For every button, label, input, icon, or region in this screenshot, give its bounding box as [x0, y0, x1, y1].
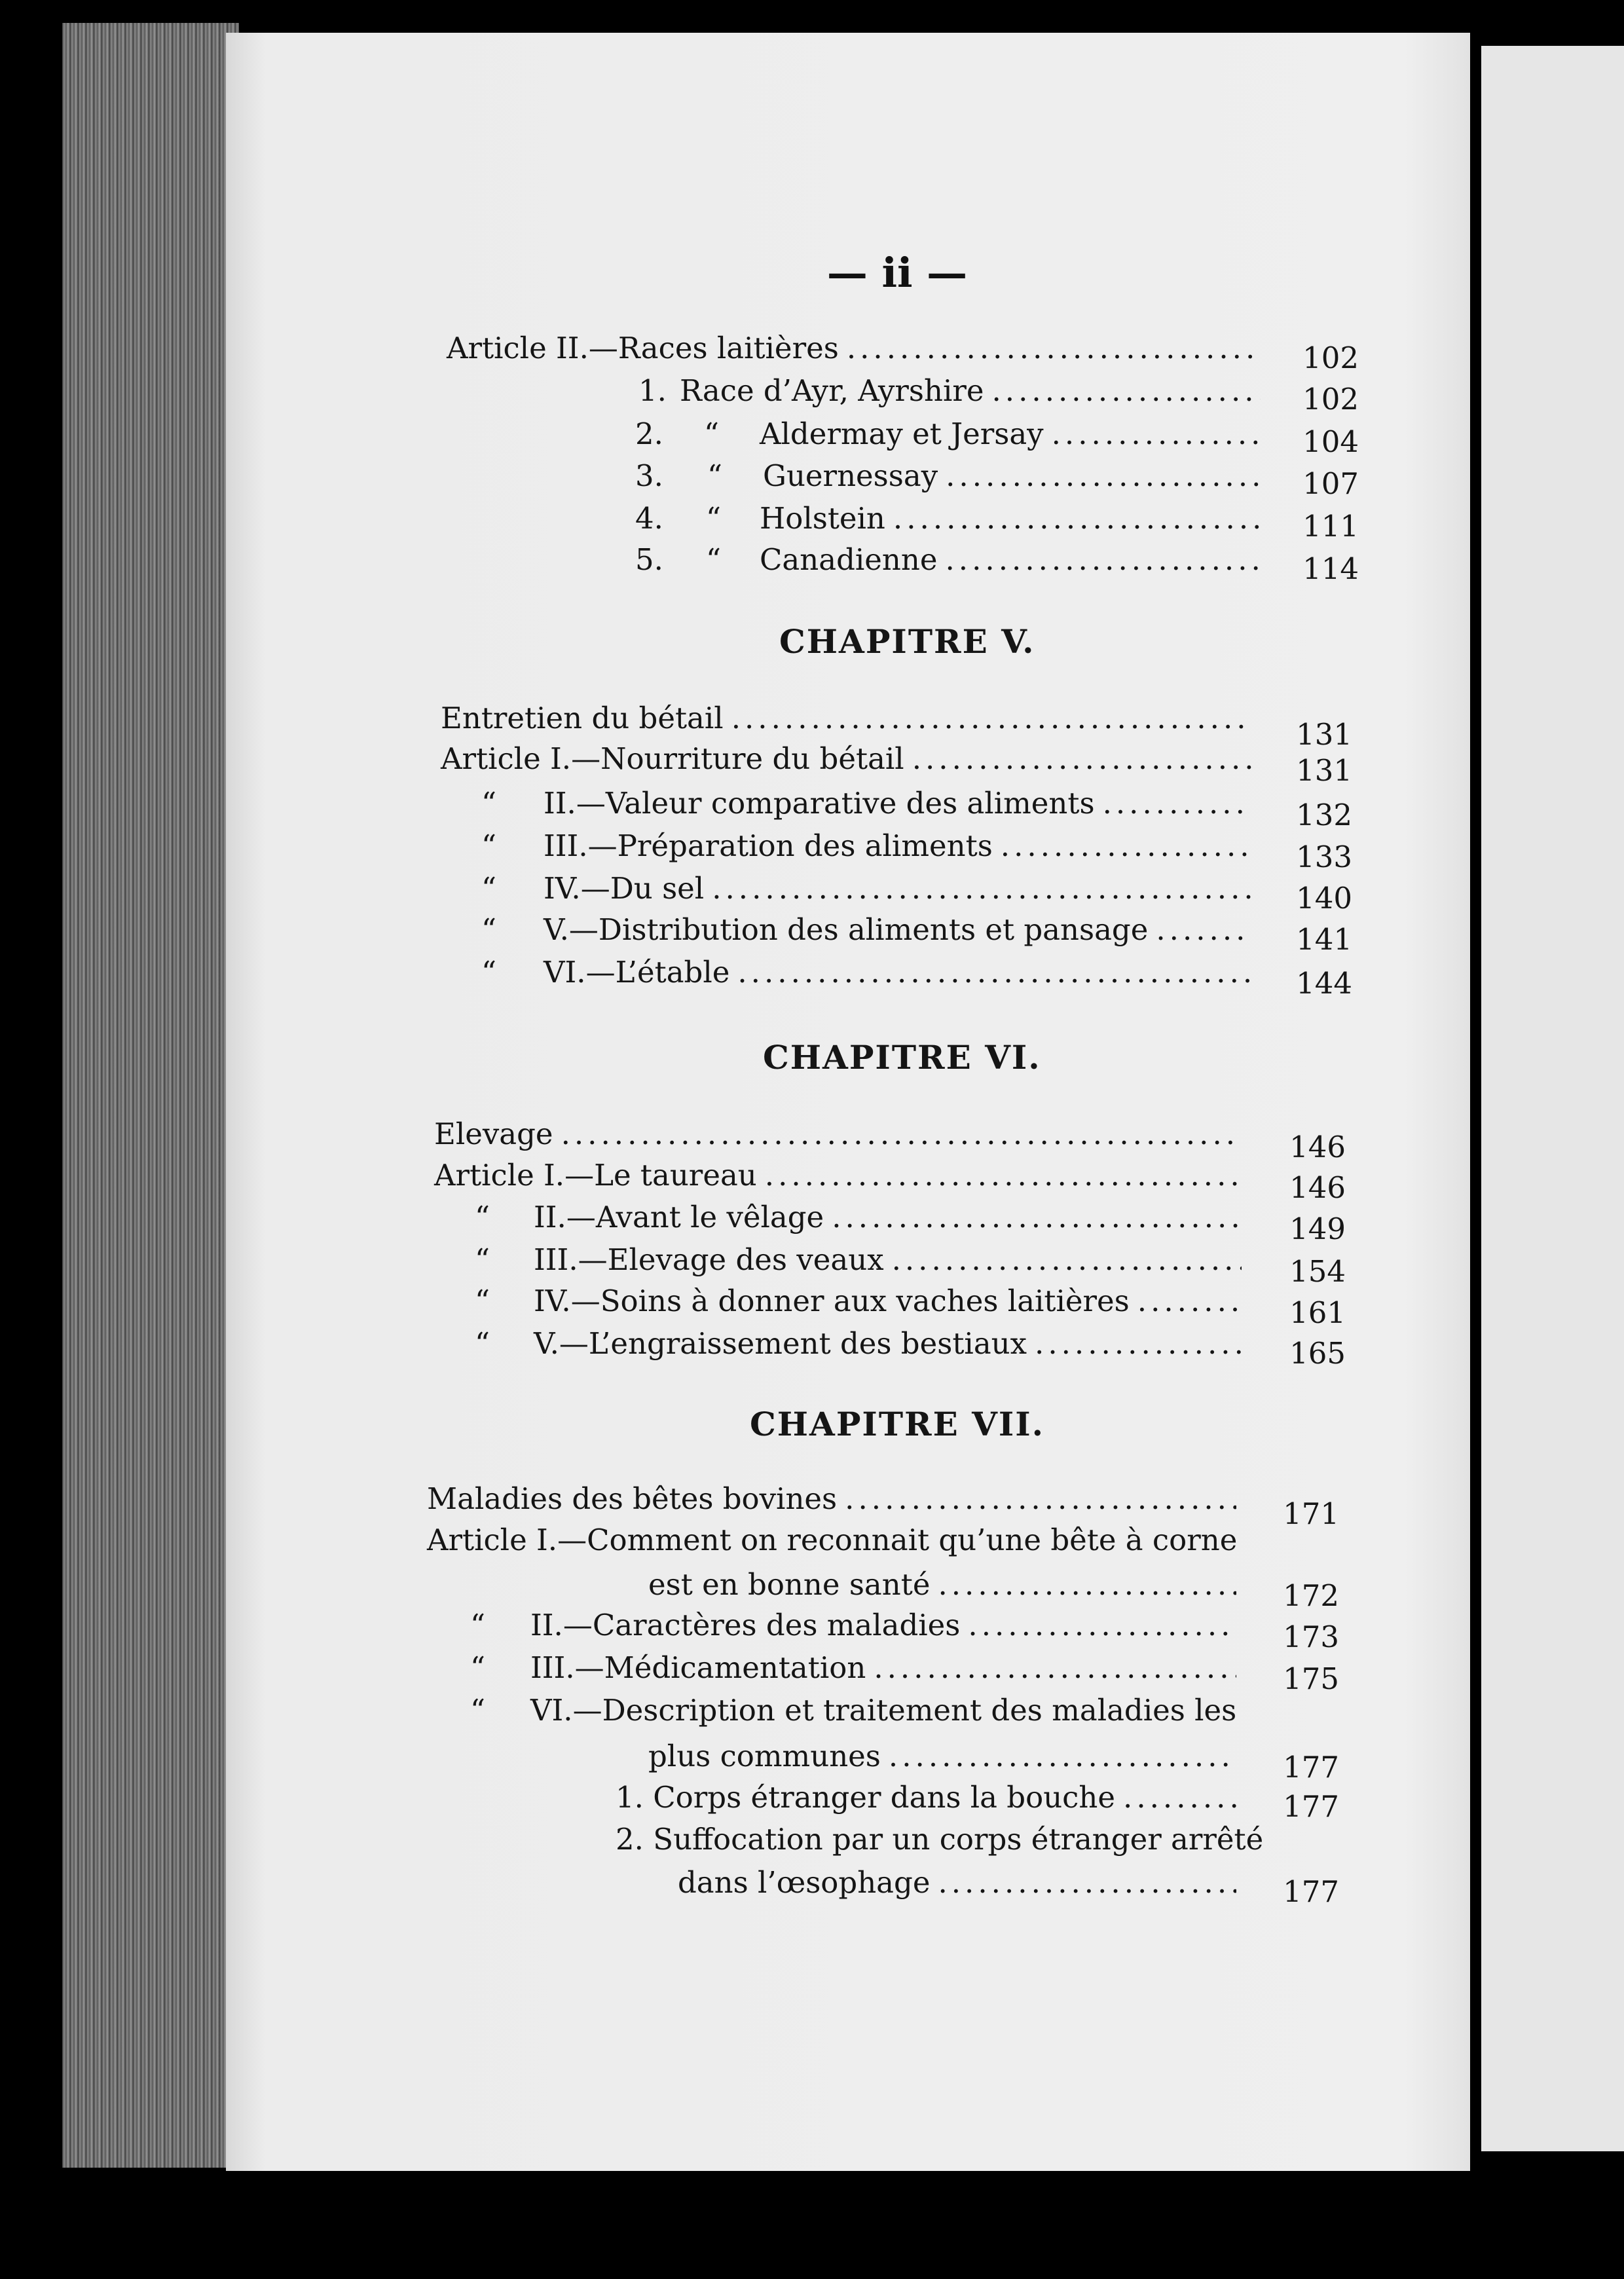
toc-entry — [447, 331, 1268, 370]
toc-entry — [441, 701, 1259, 740]
toc-entry — [530, 1608, 1244, 1647]
ditto-mark: “ — [470, 1693, 486, 1728]
toc-entry — [763, 458, 1268, 498]
toc-page: 171 — [1283, 1496, 1339, 1531]
ditto-mark: “ — [470, 1608, 486, 1642]
toc-page: 107 — [1302, 466, 1359, 501]
leader-dots — [847, 331, 1261, 365]
page-number: — ii — — [826, 249, 968, 297]
toc-num: 2. — [635, 417, 663, 451]
toc-num: 1. — [638, 373, 667, 408]
toc-page: 111 — [1302, 509, 1359, 544]
facing-page — [1481, 46, 1624, 2151]
leader-dots — [845, 1481, 1236, 1516]
leader-dots — [946, 458, 1261, 493]
toc-page: 102 — [1302, 341, 1359, 375]
leader-dots — [832, 1200, 1242, 1234]
toc-num: 3. — [635, 458, 663, 493]
toc-entry — [544, 786, 1259, 825]
leader-dots — [946, 542, 1261, 577]
toc-label: Canadienne — [760, 542, 938, 577]
toc-label: Holstein — [760, 501, 885, 536]
toc-page: 161 — [1289, 1295, 1346, 1330]
toc-entry — [434, 1158, 1249, 1197]
toc-label: II.—Avant le vêlage — [534, 1200, 824, 1234]
leader-dots — [991, 373, 1261, 408]
toc-page: 140 — [1296, 881, 1352, 916]
toc-label: II.—Caractères des maladies — [530, 1608, 961, 1642]
toc-label: V.—Distribution des aliments et pansage — [544, 912, 1149, 947]
toc-label: Article II.—Races laitières — [447, 331, 839, 365]
toc-entry — [441, 741, 1259, 781]
toc-label: Maladies des bêtes bovines — [427, 1481, 838, 1516]
toc-page: 131 — [1296, 753, 1352, 788]
toc-page: 173 — [1283, 1620, 1339, 1654]
toc-page: 102 — [1302, 382, 1359, 417]
ditto-mark: “ — [475, 1284, 490, 1318]
leader-dots — [1103, 786, 1251, 821]
toc-page: 146 — [1289, 1130, 1346, 1164]
toc-label: Article I.—Le taureau — [434, 1158, 757, 1193]
toc-label: III.—Préparation des aliments — [544, 828, 993, 863]
chapter-title: CHAPITRE V. — [779, 622, 1035, 661]
leader-dots — [1123, 1780, 1236, 1815]
leader-dots — [1035, 1326, 1242, 1361]
toc-label: III.—Elevage des veaux — [534, 1242, 884, 1277]
leader-dots — [731, 701, 1251, 735]
toc-label: VI.—Description et traitement des maladies les — [530, 1693, 1237, 1728]
leader-dots — [874, 1650, 1236, 1685]
ditto-mark: “ — [706, 542, 722, 577]
leader-dots — [889, 1739, 1236, 1773]
toc-entry — [680, 373, 1268, 413]
toc-entry — [760, 542, 1268, 582]
ditto-mark: “ — [706, 501, 722, 536]
ditto-mark: “ — [475, 1326, 490, 1361]
leader-dots — [1137, 1284, 1242, 1318]
toc-entry — [648, 1739, 1244, 1778]
ditto-mark: “ — [475, 1200, 490, 1234]
toc-page: 149 — [1289, 1212, 1346, 1246]
toc-entry — [534, 1284, 1249, 1323]
toc-label: 1. Corps étranger dans la bouche — [616, 1780, 1116, 1815]
toc-entry — [530, 1650, 1244, 1690]
toc-label: Aldermay et Jersay — [760, 417, 1044, 451]
toc-entry — [616, 1780, 1244, 1819]
ditto-mark: “ — [481, 786, 497, 821]
toc-page: 141 — [1296, 922, 1352, 957]
ditto-mark: “ — [475, 1242, 490, 1277]
toc-page: 144 — [1296, 966, 1352, 1001]
toc-entry — [678, 1865, 1244, 1904]
leader-dots — [892, 1242, 1242, 1277]
toc-entry — [434, 1117, 1249, 1156]
toc-page: 104 — [1302, 424, 1359, 459]
toc-page: 133 — [1296, 840, 1352, 874]
chapter-title: CHAPITRE VII. — [750, 1405, 1045, 1443]
toc-label: Guernessay — [763, 458, 938, 493]
toc-label: Article I.—Nourriture du bétail — [441, 741, 904, 776]
toc-entry — [534, 1326, 1249, 1365]
toc-entry — [534, 1200, 1249, 1239]
toc-num: 4. — [635, 501, 663, 536]
toc-page: 114 — [1302, 551, 1359, 586]
toc-label: V.—L’engraissement des bestiaux — [534, 1326, 1027, 1361]
toc-page: 154 — [1289, 1254, 1346, 1289]
toc-label: IV.—Du sel — [544, 871, 705, 906]
toc-label: VI.—L’étable — [544, 955, 730, 990]
ditto-mark: “ — [481, 912, 497, 947]
ditto-mark: “ — [704, 417, 720, 451]
leader-dots — [912, 741, 1251, 776]
leader-dots — [1156, 912, 1251, 947]
toc-label: Entretien du bétail — [441, 701, 724, 735]
leader-dots — [561, 1117, 1242, 1151]
toc-label: Elevage — [434, 1117, 553, 1151]
leader-dots — [765, 1158, 1242, 1193]
chapter-title: CHAPITRE VI. — [763, 1038, 1041, 1077]
toc-entry — [427, 1481, 1244, 1521]
toc-label: IV.—Soins à donner aux vaches laitières — [534, 1284, 1130, 1318]
toc-page: 131 — [1296, 717, 1352, 752]
leader-dots — [712, 871, 1251, 906]
toc-label: 2. Suffocation par un corps étranger arrêté — [616, 1822, 1264, 1857]
toc-label: Race d’Ayr, Ayrshire — [680, 373, 984, 408]
leader-dots — [1001, 828, 1251, 863]
leader-dots — [938, 1865, 1236, 1900]
toc-page: 165 — [1289, 1336, 1346, 1371]
ditto-mark: “ — [470, 1650, 486, 1685]
toc-label: plus communes — [648, 1739, 881, 1773]
ditto-mark: “ — [481, 955, 497, 990]
toc-page: 177 — [1283, 1874, 1339, 1909]
toc-num: 5. — [635, 542, 663, 577]
toc-label: est en bonne santé — [648, 1567, 931, 1602]
toc-page: 132 — [1296, 798, 1352, 832]
leader-dots — [1052, 417, 1261, 451]
ditto-mark: “ — [707, 458, 723, 493]
ditto-mark: “ — [481, 871, 497, 906]
toc-label: dans l’œsophage — [678, 1865, 931, 1900]
leader-dots — [938, 1567, 1236, 1602]
toc-entry — [544, 955, 1259, 994]
leader-dots — [893, 501, 1261, 536]
toc-page: 172 — [1283, 1578, 1339, 1613]
toc-label: Article I.—Comment on reconnait qu’une bête à corne — [427, 1523, 1238, 1557]
toc-page: 146 — [1289, 1170, 1346, 1205]
leader-dots — [968, 1608, 1236, 1642]
toc-entry — [544, 912, 1259, 952]
toc-page: 175 — [1283, 1661, 1339, 1696]
toc-entry — [534, 1242, 1249, 1282]
toc-entry — [760, 501, 1268, 540]
toc-entry — [648, 1567, 1244, 1606]
book-page-edges — [62, 23, 239, 2168]
toc-entry — [544, 828, 1259, 868]
toc-entry — [760, 417, 1268, 456]
toc-entry — [544, 871, 1259, 910]
leader-dots — [737, 955, 1251, 990]
toc-label: III.—Médicamentation — [530, 1650, 866, 1685]
toc-page: 177 — [1283, 1789, 1339, 1824]
ditto-mark: “ — [481, 828, 497, 863]
toc-label: II.—Valeur comparative des aliments — [544, 786, 1095, 821]
toc-page: 177 — [1283, 1750, 1339, 1785]
